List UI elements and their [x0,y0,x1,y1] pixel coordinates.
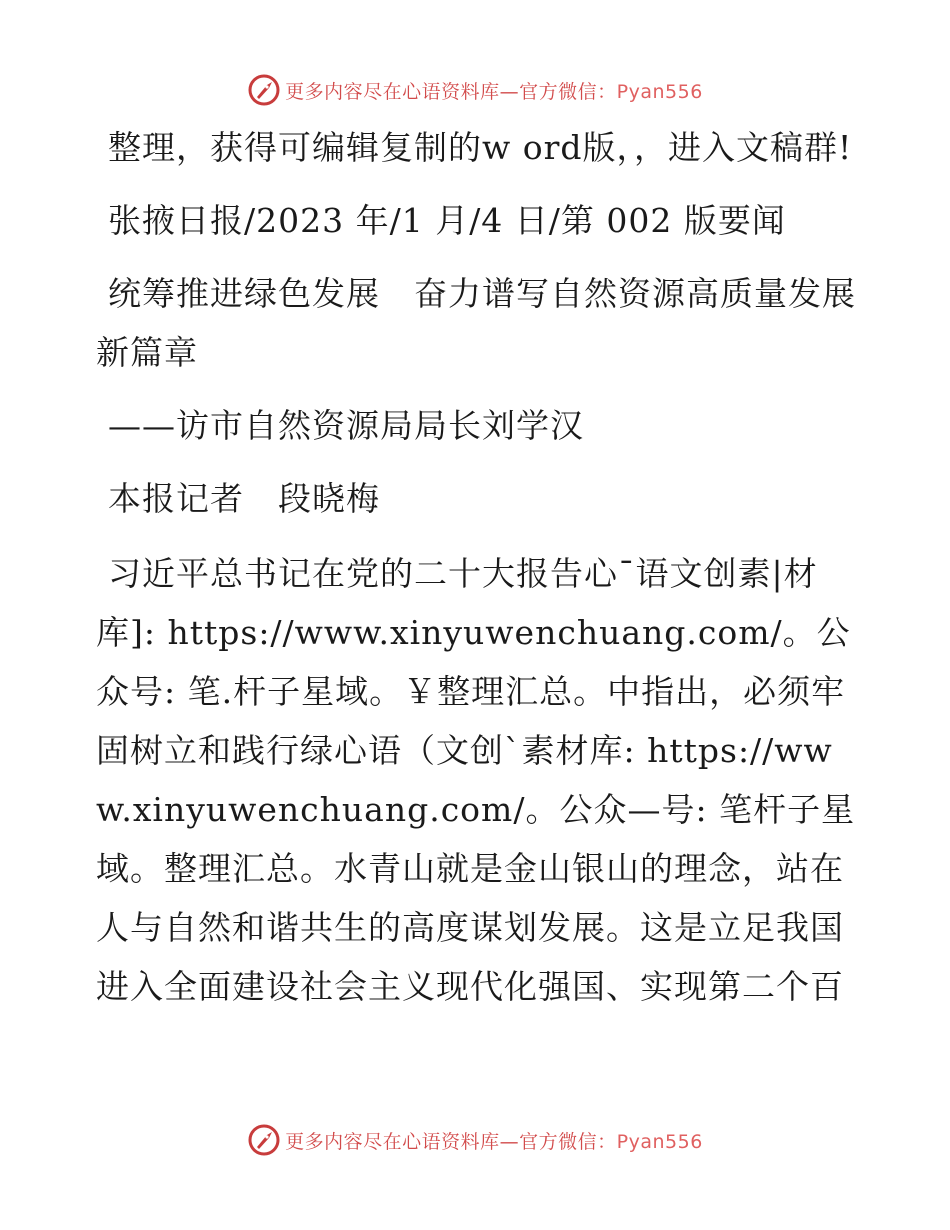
watermark-wechat-id: Pyan556 [616,80,703,103]
pen-nib-logo-icon [247,73,281,107]
article-headline: 统筹推进绿色发展 奋力谱写自然资源高质量发展新篇章 [96,274,856,372]
source-line: 张掖日报/2023 年/1 月/4 日/第 002 版要闻 [108,201,786,240]
watermark-text: 更多内容尽在心语资料库—官方微信：Pyan556 [285,1130,703,1153]
article-subheadline: ——访市自然资源局局长刘学汉 [108,406,584,445]
watermark-text: 更多内容尽在心语资料库—官方微信：Pyan556 [285,80,703,103]
header-watermark [0,70,950,110]
pen-nib-logo-icon [247,1123,281,1157]
lead-text: 整理，获得可编辑复制的w ord版，，进入文稿群! [108,128,853,167]
article-byline: 本报记者 段晓梅 [108,479,380,518]
footer-watermark [0,1120,950,1160]
document-body [96,118,856,1016]
article-body-paragraph: 习近平总书记在党的二十大报告心¯语文创素|材库]: https://www.xinyuwenchuang.com/。公众号: 笔.杆子星域。￥整理汇总。中指出，必须牢固树立和践行绿心语（文创`素材库: https://www.xinyuwenchuang.com/。公众—号: 笔杆子星域。整理汇总。水青山就是金山银山的理念，站在人与自然和谐共生的高度谋划发展。这是立足我国进入全面建设社会主义现代化强国、实现第二个百 [96,554,856,1006]
watermark-wechat-id: Pyan556 [616,1130,703,1153]
